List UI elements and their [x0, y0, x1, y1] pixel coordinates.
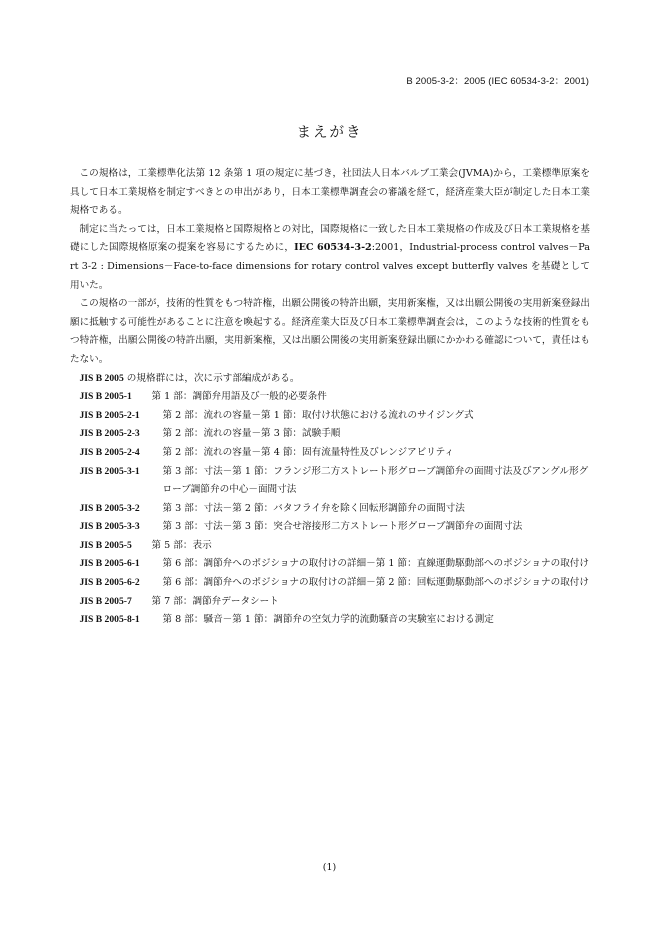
foreword-paragraph-2	[70, 221, 590, 295]
part-code: JIS B 2005-6-1	[79, 558, 140, 570]
part-description: 第 6 部：調節弁へのポジショナの取付けの詳細－第 2 節：回転運動駆動部へのポジショナの取付け	[162, 577, 589, 589]
part-code: JIS B 2005-3-1	[79, 465, 140, 477]
page-title: まえがき	[296, 125, 363, 141]
part-description: 第 3 部：寸法－第 2 節：バタフライ弁を除く回転形調節弁の面間寸法	[162, 502, 465, 514]
part-description: 第 2 部：流れの容量－第 1 節：取付け状態における流れのサイジング式	[162, 409, 474, 421]
part-description: 第 7 部：調節弁データシート	[151, 595, 279, 607]
part-code: JIS B 2005-1	[79, 391, 132, 403]
part-code: JIS B 2005-2-3	[79, 428, 140, 440]
page-number: (1)	[322, 862, 337, 873]
list-item	[70, 388, 590, 407]
list-item	[70, 593, 590, 612]
paragraph-2-text-after: :2001，Industrial-process control valves－Part 3-2 : Dimensions－Face-to-face dimensions for rotary control valves except butterfly valves を基礎として用いた。	[70, 242, 591, 291]
part-code: JIS B 2005-3-2	[79, 502, 140, 514]
list-item	[70, 444, 590, 463]
list-item	[70, 463, 590, 500]
list-item	[70, 574, 590, 593]
list-item	[70, 500, 590, 519]
part-code: JIS B 2005-3-3	[79, 521, 140, 533]
part-description: 第 2 部：流れの容量－第 4 節：固有流量特性及びレンジアビリティ	[162, 446, 455, 458]
foreword-paragraph-1: この規格は，工業標準化法第 12 条第 1 項の規定に基づき，社団法人日本バルブ工業会(JVMA)から，工業標準原案を具して日本工業規格を制定すべきとの申出があり，日本工業標準調査会の審議を経て，経済産業大臣が制定した日本工業規格である。	[70, 168, 590, 217]
foreword-paragraph-3: この規格の一部が，技術的性質をもつ特許権，出願公開後の特許出願，実用新案権，又は出願公開後の実用新案登録出願に抵触する可能性があることに注意を喚起する。経済産業大臣及び日本工業標準調査会は，このような技術的性質をもつ特許権，出願公開後の特許出願，実用新案権，又は出願公開後の実用新案登録出願にかかわる確認について，責任はもたない。	[70, 298, 590, 365]
paragraph-2-text-before: 制定に当たっては，日本工業規格と国際規格との対比，国際規格に一致した日本工業規格の作成及び日本工業規格を基礎にした国際規格原案の提案を容易にするために，	[70, 223, 590, 254]
series-intro	[70, 370, 590, 389]
part-code: JIS B 2005-6-2	[79, 577, 140, 589]
list-item	[70, 537, 590, 556]
list-item	[70, 611, 590, 630]
part-code: JIS B 2005-7	[79, 595, 132, 607]
part-description: 第 5 部：表示	[151, 539, 212, 551]
list-item	[70, 555, 590, 574]
part-description: 第 8 部：騒音－第 1 節：調節弁の空気力学的流動騒音の実験室における測定	[162, 614, 494, 626]
parts-list	[70, 388, 590, 630]
part-code: JIS B 2005-2-1	[79, 409, 140, 421]
part-description: 第 2 部：流れの容量－第 3 節：試験手順	[162, 428, 341, 440]
part-description: 第 6 部：調節弁へのポジショナの取付けの詳細－第 1 節：直線運動駆動部へのポジショナの取付け	[162, 558, 589, 570]
part-description: 第 1 部：調節弁用語及び一般的必要条件	[151, 391, 327, 403]
list-item	[70, 518, 590, 537]
part-description: 第 3 部：寸法－第 3 節：突合せ溶接形二方ストレート形グローブ調節弁の面間寸法	[162, 521, 523, 533]
part-description: 第 3 部：寸法－第 1 節：フランジ形二方ストレート形グローブ調節弁の面間寸法及びアングル形グローブ調節弁の中心－面間寸法	[162, 465, 589, 496]
part-code: JIS B 2005-2-4	[79, 446, 140, 458]
part-code: JIS B 2005-8-1	[79, 614, 140, 626]
foreword-body	[70, 165, 590, 630]
list-item	[70, 425, 590, 444]
standard-id-header: B 2005-3-2：2005 (IEC 60534-3-2：2001)	[406, 76, 589, 87]
iec-reference: IEC 60534-3-2	[294, 242, 372, 254]
list-item	[70, 407, 590, 426]
series-intro-text: の規格群には，次に示す部編成がある。	[123, 372, 300, 384]
series-code: JIS B 2005	[79, 372, 124, 384]
part-code: JIS B 2005-5	[79, 539, 132, 551]
